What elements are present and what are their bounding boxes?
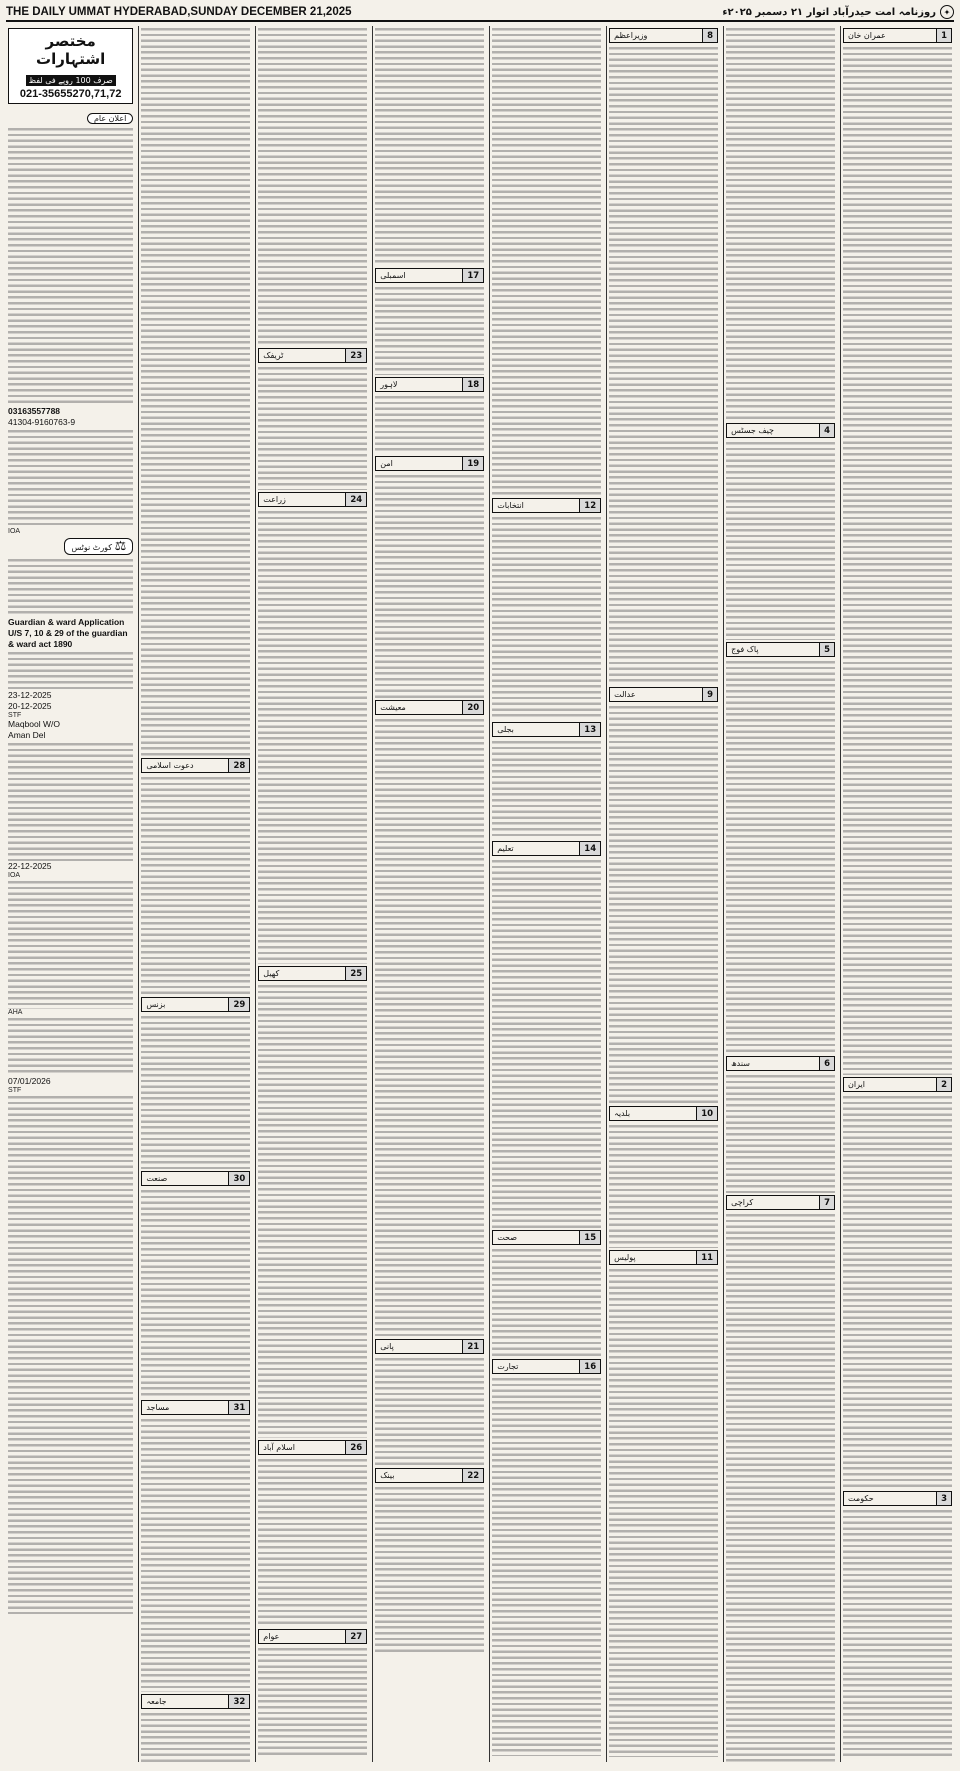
section-number: 9 — [702, 688, 717, 701]
article-body — [141, 1417, 250, 1692]
cnic-number: 41304-9160763-9 — [8, 417, 76, 427]
section-title: امن — [380, 459, 393, 468]
section-number: 21 — [462, 1340, 483, 1353]
article-body — [726, 1073, 835, 1193]
news-column-1 — [840, 26, 954, 1762]
section-number: 8 — [702, 29, 717, 42]
article-body — [375, 473, 484, 698]
news-column-4 — [489, 26, 603, 1762]
article-body — [258, 509, 367, 964]
article-body — [726, 440, 835, 640]
section-title: بلدیہ — [614, 1109, 631, 1118]
section-title: زراعت — [263, 495, 286, 504]
section-title: ٹریفک — [263, 351, 284, 360]
article-body — [843, 1508, 952, 1758]
section-number: 4 — [819, 424, 834, 437]
section-number: 12 — [579, 499, 600, 512]
section-header-13 — [492, 722, 601, 737]
article-body — [258, 365, 367, 490]
article-body — [258, 26, 367, 346]
marker-ioa: IOA — [8, 872, 21, 879]
party-name: Maqbool W/O — [8, 719, 60, 729]
court-notice-label — [64, 538, 133, 555]
section-number: 3 — [936, 1492, 951, 1505]
article-body — [375, 394, 484, 454]
section-number: 5 — [819, 643, 834, 656]
section-number: 10 — [696, 1107, 717, 1120]
classified-text — [8, 741, 133, 861]
section-header-4 — [726, 423, 835, 438]
section-header-10 — [609, 1106, 718, 1121]
contact-number: 03163557788 — [8, 406, 61, 416]
urdu-masthead-title: روزنامہ امت حیدرآباد اتوار ۲۱ دسمبر ۲۰۲۵ء — [722, 6, 936, 18]
section-title: تجارت — [497, 1362, 519, 1371]
section-header-11 — [609, 1250, 718, 1265]
article-body — [726, 659, 835, 1054]
news-column-5 — [372, 26, 486, 1762]
section-number: 27 — [345, 1630, 366, 1643]
article-body — [492, 1247, 601, 1357]
ad-title: مختصر اشتہارات — [36, 32, 106, 68]
section-header-18 — [375, 377, 484, 392]
columns — [6, 26, 954, 1762]
section-title: صنعت — [146, 1174, 168, 1183]
article-body — [609, 45, 718, 685]
section-number: 1 — [936, 29, 951, 42]
article-body — [141, 1014, 250, 1169]
section-number: 6 — [819, 1057, 834, 1070]
article-body — [492, 1376, 601, 1756]
urdu-masthead — [722, 5, 954, 19]
section-title: جامعہ — [146, 1697, 167, 1706]
article-body — [141, 775, 250, 995]
section-number: 20 — [462, 701, 483, 714]
ummat-logo-icon: ✦ — [940, 5, 954, 19]
gavel-icon: ⚖ — [114, 539, 127, 554]
section-header-24 — [258, 492, 367, 507]
section-title: عمران خان — [848, 31, 886, 40]
classified-text — [8, 557, 133, 617]
article-body — [141, 1188, 250, 1398]
hearing-date: 23-12-2025 — [8, 690, 52, 700]
section-number: 14 — [579, 842, 600, 855]
section-header-29 — [141, 997, 250, 1012]
article-body — [726, 1212, 835, 1762]
section-title: حکومت — [848, 1494, 874, 1503]
section-header-17 — [375, 268, 484, 283]
section-number: 22 — [462, 1469, 483, 1482]
section-title: سندھ — [731, 1059, 750, 1068]
section-title: بجلی — [497, 725, 514, 734]
section-title: پانی — [380, 1342, 394, 1351]
section-title: انتخابات — [497, 501, 524, 510]
hearing-date: 07/01/2026 — [8, 1076, 51, 1086]
classified-text — [8, 879, 133, 1009]
hearing-date: 22-12-2025 — [8, 861, 52, 871]
section-title: معیشت — [380, 703, 406, 712]
article-body — [375, 1485, 484, 1655]
section-number: 19 — [462, 457, 483, 470]
section-header-31 — [141, 1400, 250, 1415]
section-number: 31 — [228, 1401, 249, 1414]
issue-date: 20-12-2025 — [8, 701, 52, 711]
section-header-20 — [375, 700, 484, 715]
section-header-6 — [726, 1056, 835, 1071]
section-number: 13 — [579, 723, 600, 736]
marker-ioa: IOA — [8, 528, 21, 535]
article-body — [141, 26, 250, 756]
section-header-19 — [375, 456, 484, 471]
article-body — [492, 858, 601, 1228]
article-body — [258, 1457, 367, 1627]
party-name: Aman Del — [8, 730, 46, 740]
section-header-16 — [492, 1359, 601, 1374]
section-title: عدالت — [614, 690, 636, 699]
article-body — [492, 739, 601, 839]
section-number: 25 — [345, 967, 366, 980]
section-header-8 — [609, 28, 718, 43]
section-header-26 — [258, 1440, 367, 1455]
article-body — [258, 1646, 367, 1756]
section-title: لاہور — [380, 380, 398, 389]
marker-stf: STF — [8, 1087, 22, 1094]
section-title: دعوت اسلامی — [146, 761, 194, 770]
news-column-2 — [723, 26, 837, 1762]
section-title: کھیل — [263, 969, 280, 978]
masthead — [6, 4, 954, 22]
article-body — [726, 26, 835, 421]
section-header-12 — [492, 498, 601, 513]
court-notice-text: کورٹ نوٹس — [71, 543, 113, 552]
english-masthead-title: THE DAILY UMMAT HYDERABAD,SUNDAY DECEMBER 21,2025 — [6, 6, 352, 18]
guardian-notice-text: Guardian & ward Application U/S 7, 10 & 29 of the guardian & ward act 1890 — [8, 617, 128, 649]
section-title: پولیس — [614, 1253, 636, 1262]
section-header-25 — [258, 966, 367, 981]
section-title: ایران — [848, 1080, 866, 1089]
section-number: 30 — [228, 1172, 249, 1185]
article-body — [492, 515, 601, 720]
article-body — [492, 26, 601, 496]
section-number: 11 — [696, 1251, 717, 1264]
ad-rate: صرف 100 روپے فی لفظ — [26, 75, 116, 86]
classified-text — [8, 126, 133, 406]
section-title: کراچی — [731, 1198, 754, 1207]
marker-stf: STF — [8, 712, 22, 719]
article-body — [843, 1094, 952, 1489]
section-header-21 — [375, 1339, 484, 1354]
news-column-3 — [606, 26, 720, 1762]
classified-text — [8, 1094, 133, 1614]
classified-ads-column — [6, 26, 135, 1762]
section-title: بینک — [380, 1471, 395, 1480]
article-body — [843, 45, 952, 1075]
section-title: عوام — [263, 1632, 280, 1641]
section-header-5 — [726, 642, 835, 657]
article-body — [375, 1356, 484, 1466]
section-header-28 — [141, 758, 250, 773]
article-body — [609, 1123, 718, 1248]
article-body — [141, 1711, 250, 1762]
section-number: 24 — [345, 493, 366, 506]
section-header-14 — [492, 841, 601, 856]
section-title: اسمبلی — [380, 271, 406, 280]
article-body — [258, 983, 367, 1438]
section-number: 23 — [345, 349, 366, 362]
article-body — [375, 285, 484, 375]
section-title: مساجد — [146, 1403, 170, 1412]
article-body — [609, 704, 718, 1104]
section-header-3 — [843, 1491, 952, 1506]
section-header-15 — [492, 1230, 601, 1245]
section-header-27 — [258, 1629, 367, 1644]
section-title: بزنس — [146, 1000, 166, 1009]
section-number: 7 — [819, 1196, 834, 1209]
section-title: تعلیم — [497, 844, 514, 853]
article-body — [609, 1267, 718, 1757]
classified-text — [8, 1016, 133, 1076]
section-number: 32 — [228, 1695, 249, 1708]
announcement-label: اعلان عام — [87, 113, 133, 124]
section-number: 29 — [228, 998, 249, 1011]
section-header-22 — [375, 1468, 484, 1483]
classified-text — [8, 428, 133, 528]
article-body — [375, 717, 484, 1337]
section-header-9 — [609, 687, 718, 702]
classified-ad-banner — [8, 28, 133, 104]
section-number: 26 — [345, 1441, 366, 1454]
news-column-6 — [255, 26, 369, 1762]
section-title: صحت — [497, 1233, 517, 1242]
article-body — [375, 26, 484, 266]
section-header-32 — [141, 1694, 250, 1709]
section-number: 17 — [462, 269, 483, 282]
section-number: 15 — [579, 1231, 600, 1244]
news-column-7 — [138, 26, 252, 1762]
section-title: وزیراعظم — [614, 31, 648, 40]
section-title: اسلام آباد — [263, 1443, 295, 1452]
section-header-1 — [843, 28, 952, 43]
marker-aha: AHA — [8, 1009, 23, 1016]
section-title: چیف جسٹس — [731, 426, 774, 435]
classified-text — [8, 650, 133, 690]
section-header-23 — [258, 348, 367, 363]
section-title: پاک فوج — [731, 645, 759, 654]
section-header-30 — [141, 1171, 250, 1186]
section-number: 2 — [936, 1078, 951, 1091]
ad-phone-numbers: 021-35655270,71,72 — [19, 88, 122, 100]
section-header-7 — [726, 1195, 835, 1210]
section-number: 28 — [228, 759, 249, 772]
section-header-2 — [843, 1077, 952, 1092]
section-number: 18 — [462, 378, 483, 391]
section-number: 16 — [579, 1360, 600, 1373]
